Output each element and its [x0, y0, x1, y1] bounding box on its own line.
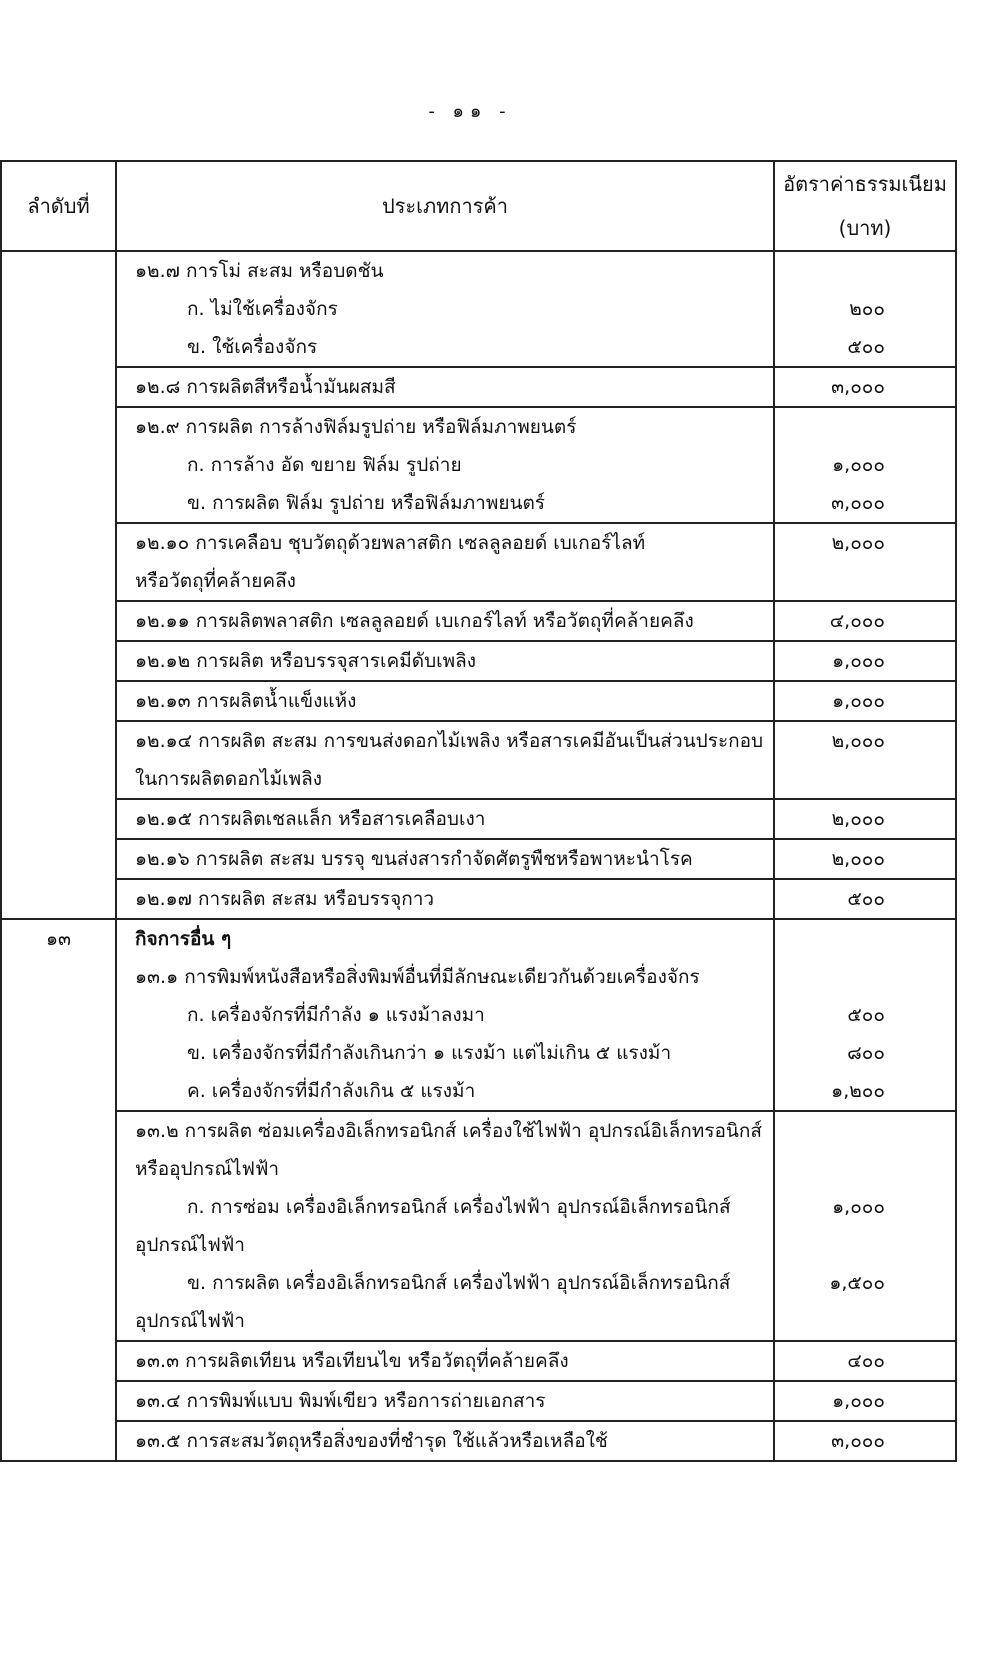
- row-number-cell: [1, 1421, 116, 1461]
- trade-type-cell: [116, 1111, 774, 1341]
- fee-value: ๑,๐๐๐: [832, 454, 885, 476]
- trade-type-cell: [116, 641, 774, 681]
- fee-value: [775, 1302, 955, 1340]
- table-row: [1, 1111, 956, 1341]
- fee-cell: [774, 251, 956, 367]
- trade-type-cell: [116, 251, 774, 367]
- trade-type-text: ๑๓.๑ การพิมพ์หนังสือหรือสิ่งพิมพ์อื่นที่มีลักษณะเดียวกันด้วยเครื่องจักร: [135, 966, 700, 988]
- table-row: [1, 1341, 956, 1381]
- table-row: [1, 799, 956, 839]
- trade-type-text: ๑๒.๑๒ การผลิต หรือบรรจุสารเคมีดับเพลิง: [135, 650, 477, 672]
- fee-value: [775, 408, 955, 446]
- trade-type-cell: [116, 839, 774, 879]
- trade-type-cell: [116, 523, 774, 601]
- fee-cell: [774, 879, 956, 919]
- fee-cell: [774, 919, 956, 1111]
- sub-item-text: ก. การซ่อม เครื่องอิเล็กทรอนิกส์ เครื่องไฟฟ้า อุปกรณ์อิเล็กทรอนิกส์: [187, 1196, 731, 1218]
- fee-value: [775, 958, 955, 996]
- fee-value: ๒,๐๐๐: [831, 730, 885, 752]
- trade-type-text: หรือวัตถุที่คล้ายคลึง: [135, 570, 296, 592]
- trade-type-text: ๑๓.๕ การสะสมวัตถุหรือสิ่งของที่ชำรุด ใช้แล้วหรือเหลือใช้: [135, 1430, 608, 1452]
- trade-type-text: ในการผลิตดอกไม้เพลิง: [135, 768, 323, 790]
- fee-value: ๓,๐๐๐: [831, 376, 885, 398]
- trade-type-text: ๑๒.๑๐ การเคลือบ ชุบวัตถุด้วยพลาสติก เซลลูลอยด์ เบเกอร์ไลท์: [135, 532, 646, 554]
- table-row: [1, 251, 956, 367]
- trade-type-cell: [116, 919, 774, 1111]
- row-number-cell: [1, 601, 116, 641]
- fee-table: [0, 160, 957, 1462]
- trade-type-text: หรืออุปกรณ์ไฟฟ้า: [135, 1158, 280, 1180]
- header-fee: [774, 161, 956, 251]
- table-row: [1, 641, 956, 681]
- row-number-cell: [1, 681, 116, 721]
- fee-value: ๑,๒๐๐: [831, 1080, 885, 1102]
- trade-type-text: ๑๒.๑๓ การผลิตน้ำแข็งแห้ง: [135, 690, 357, 712]
- fee-cell: [774, 1111, 956, 1341]
- row-number-cell: [1, 879, 116, 919]
- fee-value: [775, 1150, 955, 1188]
- trade-type-text: ๑๒.๑๔ การผลิต สะสม การขนส่งดอกไม้เพลิง หรือสารเคมีอันเป็นส่วนประกอบ: [135, 730, 764, 752]
- table-row: [1, 523, 956, 601]
- fee-value: ๑,๐๐๐: [832, 1196, 885, 1218]
- row-number-cell: [1, 367, 116, 407]
- table-row: [1, 1421, 956, 1461]
- page-number: - ๑๑ -: [428, 101, 512, 122]
- row-number-cell: [1, 919, 116, 1111]
- fee-cell: [774, 721, 956, 799]
- sub-item-text: ก. การล้าง อัด ขยาย ฟิล์ม รูปถ่าย: [187, 454, 462, 476]
- header-fee-line2: (บาท): [838, 216, 892, 240]
- trade-type-cell: [116, 367, 774, 407]
- fee-value: ๑,๐๐๐: [832, 1390, 885, 1412]
- table-row: [1, 879, 956, 919]
- trade-type-cell: [116, 601, 774, 641]
- group-heading: กิจการอื่น ๆ: [135, 928, 232, 950]
- fee-value: [775, 1112, 955, 1150]
- fee-cell: [774, 641, 956, 681]
- trade-type-text: ๑๒.๗ การโม่ สะสม หรือบดชัน: [135, 260, 384, 282]
- trade-type-cell: [116, 721, 774, 799]
- fee-value: ๕๐๐: [847, 336, 885, 358]
- trade-type-cell: [116, 681, 774, 721]
- fee-value: ๒,๐๐๐: [831, 808, 885, 830]
- sub-item-text: ก. ไม่ใช้เครื่องจักร: [187, 298, 338, 320]
- row-number-cell: [1, 251, 116, 367]
- row-number-cell: [1, 1341, 116, 1381]
- fee-value: ๕๐๐: [847, 1004, 885, 1026]
- fee-value: ๕๐๐: [847, 888, 885, 910]
- table-row: [1, 919, 956, 1111]
- table-row: [1, 407, 956, 523]
- fee-cell: [774, 1341, 956, 1381]
- header-fee-line1: อัตราค่าธรรมเนียม: [783, 172, 947, 196]
- fee-value: [775, 920, 955, 958]
- row-number-cell: [1, 1111, 116, 1341]
- trade-type-cell: [116, 407, 774, 523]
- fee-value: ๔,๐๐๐: [829, 610, 885, 632]
- trade-type-text: ๑๒.๑๑ การผลิตพลาสติก เซลลูลอยด์ เบเกอร์ไลท์ หรือวัตถุที่คล้ายคลึง: [135, 610, 694, 632]
- trade-type-text: ๑๒.๑๗ การผลิต สะสม หรือบรรจุกาว: [135, 888, 435, 910]
- sub-item-text: ข. การผลิต ฟิล์ม รูปถ่าย หรือฟิล์มภาพยนตร์: [187, 492, 546, 514]
- fee-value: ๑,๐๐๐: [832, 690, 885, 712]
- row-number-cell: [1, 641, 116, 681]
- trade-type-cell: [116, 799, 774, 839]
- row-number-cell: [1, 839, 116, 879]
- row-number-cell: [1, 1381, 116, 1421]
- trade-type-text: ๑๒.๘ การผลิตสีหรือน้ำมันผสมสี: [135, 376, 396, 398]
- fee-value: ๘๐๐: [847, 1042, 885, 1064]
- fee-value: [775, 760, 955, 798]
- fee-cell: [774, 523, 956, 601]
- trade-type-text: ๑๓.๓ การผลิตเทียน หรือเทียนไข หรือวัตถุที่คล้ายคลึง: [135, 1350, 569, 1372]
- fee-value: ๒,๐๐๐: [831, 848, 885, 870]
- trade-type-text: ๑๓.๒ การผลิต ซ่อมเครื่องอิเล็กทรอนิกส์ เครื่องใช้ไฟฟ้า อุปกรณ์อิเล็กทรอนิกส์: [135, 1120, 762, 1142]
- row-number-cell: [1, 407, 116, 523]
- row-number-cell: [1, 799, 116, 839]
- sub-item-text: ค. เครื่องจักรที่มีกำลังเกิน ๕ แรงม้า: [187, 1080, 476, 1102]
- fee-cell: [774, 407, 956, 523]
- sub-item-text: ข. เครื่องจักรที่มีกำลังเกินกว่า ๑ แรงม้า แต่ไม่เกิน ๕ แรงม้า: [187, 1042, 672, 1064]
- table-row: [1, 367, 956, 407]
- table-row: [1, 1381, 956, 1421]
- fee-value: ๑,๕๐๐: [829, 1272, 885, 1294]
- fee-value: ๑,๐๐๐: [832, 650, 885, 672]
- fee-value: [775, 1226, 955, 1264]
- fee-value: ๓,๐๐๐: [831, 492, 885, 514]
- row-number-cell: [1, 721, 116, 799]
- fee-value: [775, 252, 955, 290]
- fee-value: ๔๐๐: [847, 1350, 885, 1372]
- fee-cell: [774, 799, 956, 839]
- row-number: ๑๓: [45, 928, 72, 950]
- trade-type-cell: [116, 1341, 774, 1381]
- table-row: [1, 601, 956, 641]
- fee-cell: [774, 1381, 956, 1421]
- fee-cell: [774, 601, 956, 641]
- trade-type-text: ๑๒.๑๕ การผลิตเชลแล็ก หรือสารเคลือบเงา: [135, 808, 486, 830]
- table-row: [1, 721, 956, 799]
- table-body: [1, 251, 956, 1461]
- header-type: ประเภทการค้า: [116, 161, 774, 251]
- fee-value: [775, 562, 955, 600]
- row-number-cell: [1, 523, 116, 601]
- trade-type-text: ๑๒.๙ การผลิต การล้างฟิล์มรูปถ่าย หรือฟิล์มภาพยนตร์: [135, 416, 577, 438]
- fee-cell: [774, 367, 956, 407]
- trade-type-text: ๑๒.๑๖ การผลิต สะสม บรรจุ ขนส่งสารกำจัดศัตรูพืชหรือพาหะนำโรค: [135, 848, 693, 870]
- trade-type-cell: [116, 1421, 774, 1461]
- sub-item-text: ข. ใช้เครื่องจักร: [187, 336, 318, 358]
- fee-cell: [774, 681, 956, 721]
- trade-type-text: ๑๓.๔ การพิมพ์แบบ พิมพ์เขียว หรือการถ่ายเอกสาร: [135, 1390, 546, 1412]
- sub-item-text: ก. เครื่องจักรที่มีกำลัง ๑ แรงม้าลงมา: [187, 1004, 485, 1026]
- fee-value: ๒,๐๐๐: [831, 532, 885, 554]
- table-row: [1, 839, 956, 879]
- table-header-row: [1, 161, 956, 251]
- table-row: [1, 681, 956, 721]
- trade-type-text: อุปกรณ์ไฟฟ้า: [135, 1310, 245, 1332]
- header-no: ลำดับที่: [1, 161, 116, 251]
- fee-value: ๓,๐๐๐: [831, 1430, 885, 1452]
- sub-item-text: ข. การผลิต เครื่องอิเล็กทรอนิกส์ เครื่องไฟฟ้า อุปกรณ์อิเล็กทรอนิกส์: [187, 1272, 731, 1294]
- trade-type-cell: [116, 879, 774, 919]
- trade-type-cell: [116, 1381, 774, 1421]
- fee-cell: [774, 1421, 956, 1461]
- fee-value: ๒๐๐: [849, 298, 885, 320]
- fee-cell: [774, 839, 956, 879]
- trade-type-text: อุปกรณ์ไฟฟ้า: [135, 1234, 245, 1256]
